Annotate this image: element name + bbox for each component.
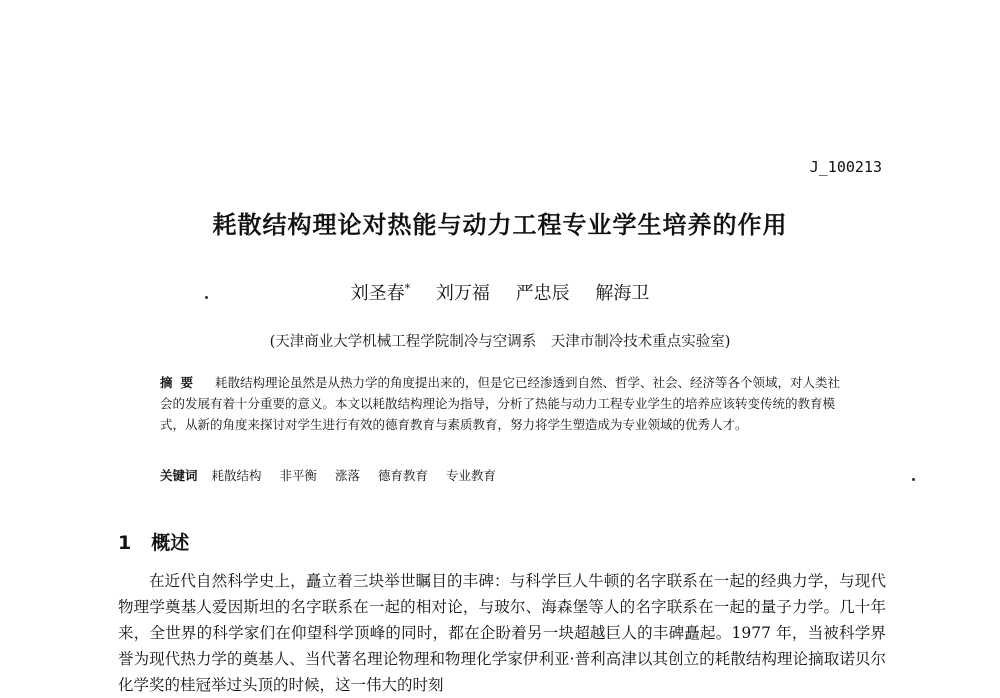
keyword: 德育教育 bbox=[378, 468, 429, 483]
author-list bbox=[0, 279, 1000, 305]
author: 严忠辰 bbox=[515, 283, 570, 304]
affiliation: (天津商业大学机械工程学院制冷与空调系 天津市制冷技术重点实验室) bbox=[269, 334, 731, 350]
keywords bbox=[160, 466, 850, 484]
section-heading bbox=[118, 528, 189, 555]
document-id: J_100213 bbox=[809, 158, 882, 176]
paper-title: 耗散结构理论对热能与动力工程专业学生培养的作用 bbox=[212, 211, 788, 239]
body-paragraph: 在近代自然科学史上，矗立着三块举世瞩目的丰碑：与科学巨人牛顿的名字联系在一起的经典力学，与现代物理学奠基人爱因斯坦的名字联系在一起的相对论，与玻尔、海森堡等人的名字联系在一起的量子力学。几十年来，全世界的科学家们在仰望科学顶峰的同时，都在企盼着另一块超越巨人的丰碑矗起。1977 年，当被科学界誉为现代热力学的奠基人、当代著名理论物理和物理化学家伊利亚·普利高津以其创立的耗散结构理论摘取诺贝尔化学奖的桂冠举过头顶的时候，这一伟大的时刻 bbox=[118, 572, 886, 694]
abstract bbox=[160, 372, 850, 435]
keyword: 非平衡 bbox=[279, 468, 318, 483]
keyword: 涨落 bbox=[335, 468, 361, 483]
section-number: 1 bbox=[118, 532, 132, 554]
abstract-label: 摘要 bbox=[160, 375, 202, 390]
abstract-text: 耗散结构理论虽然是从热力学的角度提出来的，但是它已经渗透到自然、哲学、社会、经济等各个领域，对人类社会的发展有着十分重要的意义。本文以耗散结构理论为指导，分析了热能与动力工程专业学生的培养应该转变传统的教育模式，从新的角度来探讨对学生进行有效的德育教育与素质教育，努力将学生塑造成为专业领域的优秀人才。 bbox=[160, 375, 841, 432]
scan-speck bbox=[205, 296, 208, 299]
scan-speck bbox=[912, 478, 915, 481]
section-title: 概述 bbox=[151, 532, 190, 554]
keyword: 耗散结构 bbox=[211, 468, 262, 483]
author: 刘万福 bbox=[435, 283, 490, 304]
author: 解海卫 bbox=[595, 283, 650, 304]
keywords-label: 关键词 bbox=[160, 468, 198, 483]
author: 刘圣春* bbox=[350, 282, 411, 304]
keyword: 专业教育 bbox=[446, 468, 497, 483]
